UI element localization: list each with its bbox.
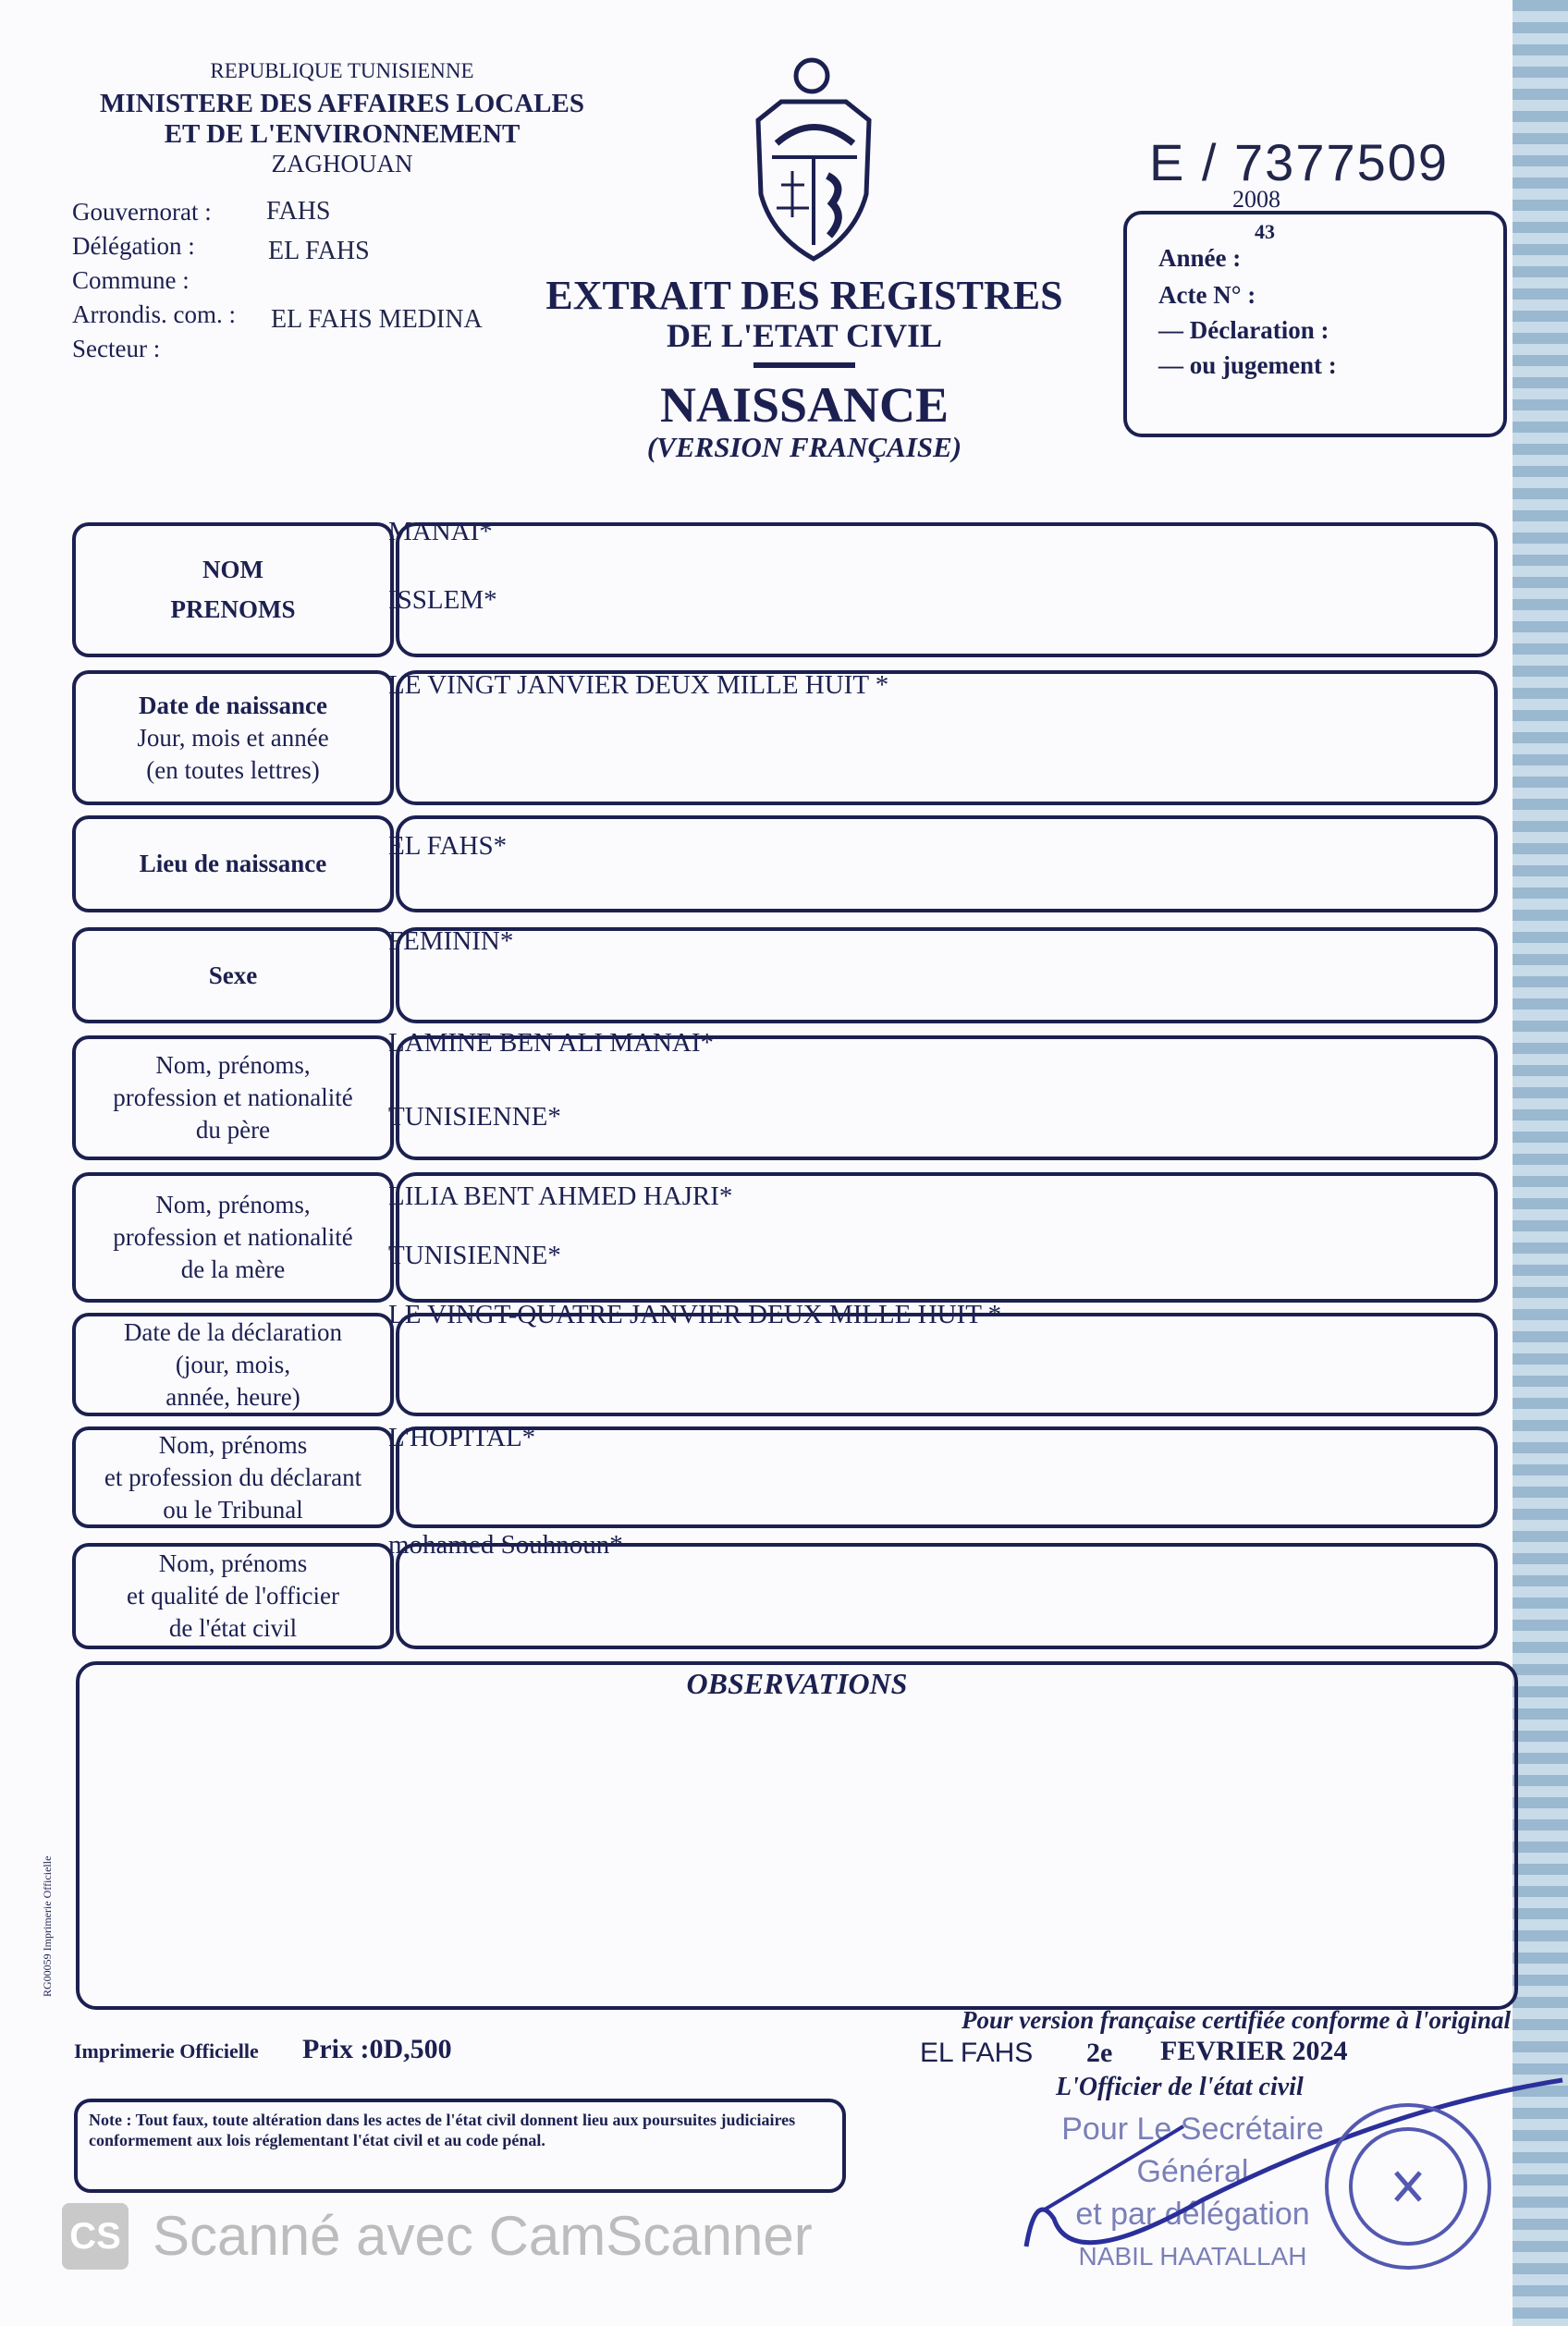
text: et qualité de l'officier (126, 1582, 339, 1610)
label-pere (72, 1035, 394, 1160)
ministry-2: ET DE L'ENVIRONNEMENT (164, 119, 521, 149)
coat-of-arms-icon (744, 55, 883, 263)
field-label: Commune : (72, 266, 190, 294)
signature-and-seal-icon (1017, 2071, 1568, 2283)
place: EL FAHS (920, 2038, 1034, 2068)
field-label: Gouvernorat : (72, 198, 212, 226)
declaration-label: — Déclaration : (1158, 316, 1329, 344)
document-type: NAISSANCE (659, 377, 949, 433)
text: Lieu de naissance (139, 850, 327, 877)
year-handwritten: 2008 (1232, 186, 1280, 213)
value-mere (388, 1172, 1498, 1303)
declarant: L'HOPITAL* (388, 1423, 536, 1452)
text: Nom, prénoms, (155, 1191, 311, 1218)
act-box (1123, 211, 1507, 437)
label-declarant (72, 1426, 394, 1528)
label-sexe (72, 927, 394, 1023)
value-nom-prenoms (388, 517, 1498, 657)
jugement-label: — ou jugement : (1158, 351, 1337, 379)
text: Date de la déclaration (123, 1317, 343, 1346)
label-nom-prenoms (72, 522, 394, 657)
date-naissance: LE VINGT JANVIER DEUX MILLE HUIT * (388, 670, 889, 700)
field-value: EL FAHS MEDINA (271, 305, 483, 334)
ministry: MINISTERE DES AFFAIRES LOCALES (99, 89, 584, 118)
nom: MANAI* (388, 517, 493, 546)
title-block (536, 274, 1072, 464)
pere-nationalite: TUNISIENNE* (388, 1102, 561, 1132)
label-date-declaration (72, 1313, 394, 1416)
mere-nom: LILIA BENT AHMED HAJRI* (388, 1181, 733, 1211)
text: de la mère (180, 1255, 286, 1283)
acte-label: Acte N° : (1158, 281, 1256, 309)
text: et par délégation (1075, 2197, 1310, 2232)
text: Date de naissance (139, 691, 327, 719)
price: Prix :0D,500 (302, 2034, 452, 2064)
lieu-naissance: EL FAHS* (388, 831, 508, 861)
observations-title: OBSERVATIONS (686, 1667, 908, 1700)
version: (VERSION FRANÇAISE) (646, 431, 962, 463)
text: (jour, mois, (175, 1350, 291, 1378)
text: Nom, prénoms (158, 1549, 308, 1577)
annee-label: Année : (1158, 244, 1242, 272)
camscanner-logo-icon: CS (62, 2203, 129, 2270)
mere-nationalite: TUNISIENNE* (388, 1241, 561, 1270)
text: Jour, mois et année (137, 723, 329, 752)
value-declarant (388, 1423, 1498, 1528)
admin-fields (72, 196, 483, 367)
value-date-declaration (388, 1300, 1498, 1416)
acte-number: 43 (1255, 220, 1275, 243)
text: Général (1136, 2154, 1249, 2189)
text: ou le Tribunal (163, 1495, 303, 1524)
label-date-naissance (72, 670, 394, 805)
pere-nom: LAMINE BEN ALI MANAI* (388, 1028, 714, 1058)
text: NOM (202, 556, 263, 583)
text: année, heure) (165, 1382, 300, 1411)
side-print: RG00059 Imprimerie Officielle (41, 1855, 54, 1997)
header-block (92, 59, 592, 178)
month-year: FEVRIER 2024 (1160, 2036, 1348, 2066)
printer: Imprimerie Officielle (74, 2039, 259, 2063)
legal-note: Note : Tout faux, toute altération dans les actes de l'état civil donnent lieu aux poursuites judiciaires conformement aux lois réglementant l'état civil et au code pénal. (74, 2099, 846, 2193)
title-divider (753, 362, 855, 368)
camscanner-watermark: Scanné avec CamScanner (153, 2205, 813, 2267)
prenoms: ISSLEM* (388, 585, 497, 615)
text: (en toutes lettres) (146, 755, 320, 784)
text: de l'état civil (168, 1614, 298, 1642)
text: du père (195, 1116, 271, 1144)
observations-box (76, 1661, 1518, 2010)
label-officier (72, 1543, 394, 1649)
decorative-border (1513, 0, 1568, 2326)
label-lieu-naissance (72, 815, 394, 912)
text: PRENOMS (170, 595, 296, 623)
text: et profession du déclarant (104, 1463, 362, 1491)
value-lieu-naissance (388, 815, 1498, 912)
field-value: EL FAHS (268, 237, 370, 265)
region: ZAGHOUAN (271, 150, 413, 178)
date-declaration: LE VINGT-QUATRE JANVIER DEUX MILLE HUIT * (388, 1300, 1002, 1329)
label-mere (72, 1172, 394, 1303)
text: profession et nationalité (113, 1223, 353, 1251)
republic: REPUBLIQUE TUNISIENNE (210, 59, 474, 82)
field-value: FAHS (266, 197, 331, 226)
certified-text: Pour version française certifiée conforme à l'original (962, 2006, 1511, 2034)
officer-title: L'Officier de l'état civil (1056, 2073, 1304, 2101)
field-label: Arrondis. com. : (72, 300, 236, 328)
value-pere (388, 1028, 1498, 1160)
text: Nom, prénoms (158, 1430, 308, 1459)
value-officier (388, 1530, 1498, 1649)
text: Nom, prénoms, (155, 1051, 311, 1079)
text: Sexe (208, 961, 258, 989)
value-date-naissance (388, 670, 1498, 805)
officier: mohamed Souhnoun* (388, 1530, 623, 1560)
serial-number: E / 7377509 (1149, 133, 1450, 191)
day: 2e (1086, 2038, 1113, 2068)
sexe: FEMININ* (388, 926, 514, 956)
title-line1: EXTRAIT DES REGISTRES (545, 273, 1063, 318)
value-sexe (388, 926, 1498, 1023)
text: Pour Le Secrétaire (1061, 2112, 1324, 2147)
field-label: Délégation : (72, 232, 195, 260)
title-line2: DE L'ETAT CIVIL (666, 317, 943, 354)
field-label: Secteur : (72, 335, 161, 362)
text: profession et nationalité (113, 1083, 353, 1111)
text: NABIL HAATALLAH (1078, 2242, 1307, 2271)
